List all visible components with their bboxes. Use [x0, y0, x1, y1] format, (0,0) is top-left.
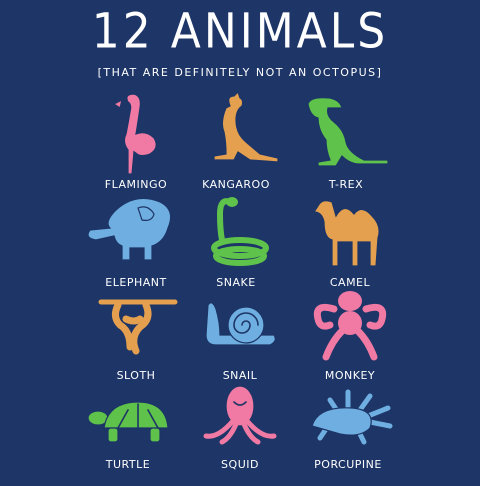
sloth-icon: [76, 283, 196, 363]
animal-label: CAMEL: [329, 276, 371, 289]
animal-kangaroo: [176, 92, 296, 192]
animal-label: FLAMINGO: [104, 178, 168, 191]
animal-squid: [180, 372, 300, 472]
animal-label: PORCUPINE: [314, 458, 382, 471]
squid-icon: [180, 372, 300, 452]
turtle-icon: [68, 372, 188, 452]
snail-icon: [180, 283, 300, 363]
animal-label: T-REX: [328, 178, 364, 191]
camel-icon: [290, 190, 410, 270]
kangaroo-icon: [176, 92, 296, 172]
animal-label: MONKEY: [324, 369, 376, 382]
animal-snake: [176, 190, 296, 290]
animal-trex: [286, 92, 406, 192]
animal-label: SNAIL: [222, 369, 258, 382]
animal-snail: [180, 283, 300, 383]
animal-monkey: [290, 283, 410, 383]
snake-icon: [176, 190, 296, 270]
animal-label: SQUID: [221, 458, 259, 471]
animal-porcupine: [288, 372, 408, 472]
page-subtitle: [THAT ARE DEFINITELY NOT AN OCTOPUS]: [97, 66, 383, 79]
animal-label: SLOTH: [116, 369, 156, 382]
animal-label: TURTLE: [105, 458, 151, 471]
porcupine-icon: [288, 372, 408, 452]
animal-camel: [290, 190, 410, 290]
trex-icon: [286, 92, 406, 172]
animal-label: SNAKE: [216, 276, 256, 289]
animal-label: ELEPHANT: [105, 276, 167, 289]
page-title: 12 ANIMALS: [91, 3, 389, 60]
animal-sloth: [76, 283, 196, 383]
animal-turtle: [68, 372, 188, 472]
monkey-icon: [290, 283, 410, 363]
animal-label: KANGAROO: [202, 178, 270, 191]
